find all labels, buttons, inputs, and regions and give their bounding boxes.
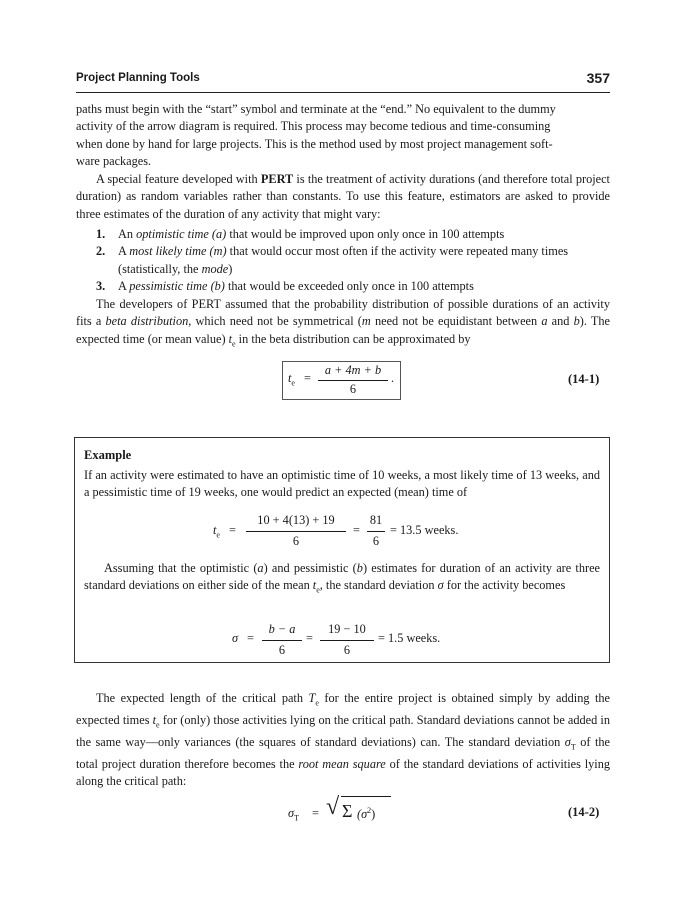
example-eq-b-denominator-2: 6 bbox=[343, 643, 351, 657]
equation-equals: = bbox=[306, 631, 313, 645]
example-eq-b-numerator-2: 19 − 10 bbox=[328, 622, 366, 636]
example-title: Example bbox=[84, 448, 132, 462]
list-item: 1. An optimistic time (a) that would be improved upon only once in 100 attempts bbox=[96, 227, 505, 241]
summation-sign: Σ bbox=[342, 801, 353, 821]
equation-equals: = bbox=[312, 806, 319, 820]
equation-14-1-denominator: 6 bbox=[349, 382, 357, 396]
fraction-bar bbox=[246, 531, 346, 532]
example-eq-a-lhs: $t_e$ bbox=[213, 523, 220, 540]
paragraph-beta: The developers of PERT assumed that the probability distribution of possible durations of an activity fits a beta distribution, which need not be symmetrical (m need not be equidistant between a and b). The expected time (or mean value) $t_e$ in the beta distribution can be approximated by bbox=[76, 297, 610, 349]
running-header bbox=[76, 70, 610, 93]
equation-label-14-2: (14-2) bbox=[568, 805, 600, 819]
example-eq-a-numerator-2: 81 bbox=[369, 513, 383, 527]
paragraph-line: when done by hand for large projects. This is the method used by most project management soft- bbox=[76, 136, 553, 151]
example-eq-b-result: = 1.5 weeks. bbox=[378, 631, 441, 645]
equation-equals: = bbox=[304, 371, 311, 385]
example-eq-b-denominator: 6 bbox=[278, 643, 286, 657]
equation-14-2-argument: $(\sigma^2)$ bbox=[357, 806, 376, 822]
paragraph-line: ware packages. bbox=[76, 154, 152, 169]
equation-equals: = bbox=[247, 631, 254, 645]
page-number: 357 bbox=[586, 70, 610, 86]
list-item: 3. A pessimistic time (b) that would be exceeded only once in 100 attempts bbox=[96, 279, 474, 294]
example-eq-a-denominator: 6 bbox=[292, 534, 300, 548]
paragraph-line: paths must begin with the “start” symbol and terminate at the “end.” No equivalent to the dummy bbox=[76, 102, 556, 116]
paragraph-critical-path: The expected length of the critical path $T_e$ for the entire project is obtained simply by adding the expected times $t_e$ for (only) those activities lying on the critical path. Standard deviations cannot be added in the same way—only variances (the squares of standard deviations) can. The standard deviation $\sigma_T$ of the total project duration therefore becomes the root mean square of the standard deviations of activities lying along the critical path: bbox=[76, 691, 610, 788]
equation-equals: = bbox=[353, 523, 360, 537]
example-eq-a-numerator: 10 + 4(13) + 19 bbox=[257, 513, 335, 527]
equation-label-14-1: (14-1) bbox=[568, 372, 600, 386]
example-paragraph-2: Assuming that the optimistic (a) and pessimistic (b) estimates for duration of an activity are three standard deviations on either side of the mean $t_e$, the standard deviation σ for the activity becomes bbox=[84, 561, 601, 595]
fraction-bar bbox=[367, 531, 385, 532]
estimate-list bbox=[96, 226, 610, 296]
paragraph-pert-feature: A special feature developed with PERT is the treatment of activity durations (and therefore total project duration) as random variables rather than constants. To use this feature, estimators are asked to provide three estimates of the duration of any activity that might vary: bbox=[76, 172, 610, 221]
pert-term: PERT bbox=[260, 172, 294, 186]
example-eq-a-denominator-2: 6 bbox=[372, 534, 380, 548]
equation-period: . bbox=[391, 371, 395, 385]
fraction-bar bbox=[320, 640, 374, 641]
example-paragraph-1: If an activity were estimated to have an optimistic time of 10 weeks, a most likely time of 13 weeks, and a pessimistic time of 19 weeks, one would predict an expected (mean) time of bbox=[84, 468, 600, 500]
section-title: Project Planning Tools bbox=[76, 72, 200, 84]
fraction-bar bbox=[262, 640, 302, 641]
radical-sign: √ bbox=[326, 794, 340, 820]
equation-14-1-numerator: a + 4m + b bbox=[324, 363, 382, 377]
example-eq-b-numerator: b − a bbox=[268, 622, 296, 636]
equation-14-2-lhs: $\sigma_T$ bbox=[288, 806, 299, 823]
example-eq-a-result: = 13.5 weeks. bbox=[390, 523, 459, 537]
equation-equals: = bbox=[229, 523, 236, 537]
paragraph-line: activity of the arrow diagram is required. This process may become tedious and time-consuming bbox=[76, 119, 551, 134]
example-eq-b-lhs: σ bbox=[232, 631, 239, 645]
fraction-bar bbox=[318, 380, 388, 381]
paragraph-paths bbox=[76, 101, 610, 171]
list-item: 2. A most likely time (m) that would occur most often if the activity were repeated many times (statistically, the mode) bbox=[96, 244, 569, 276]
equation-14-1-lhs: $t_e$ bbox=[288, 371, 295, 388]
radical-bar bbox=[341, 796, 391, 797]
